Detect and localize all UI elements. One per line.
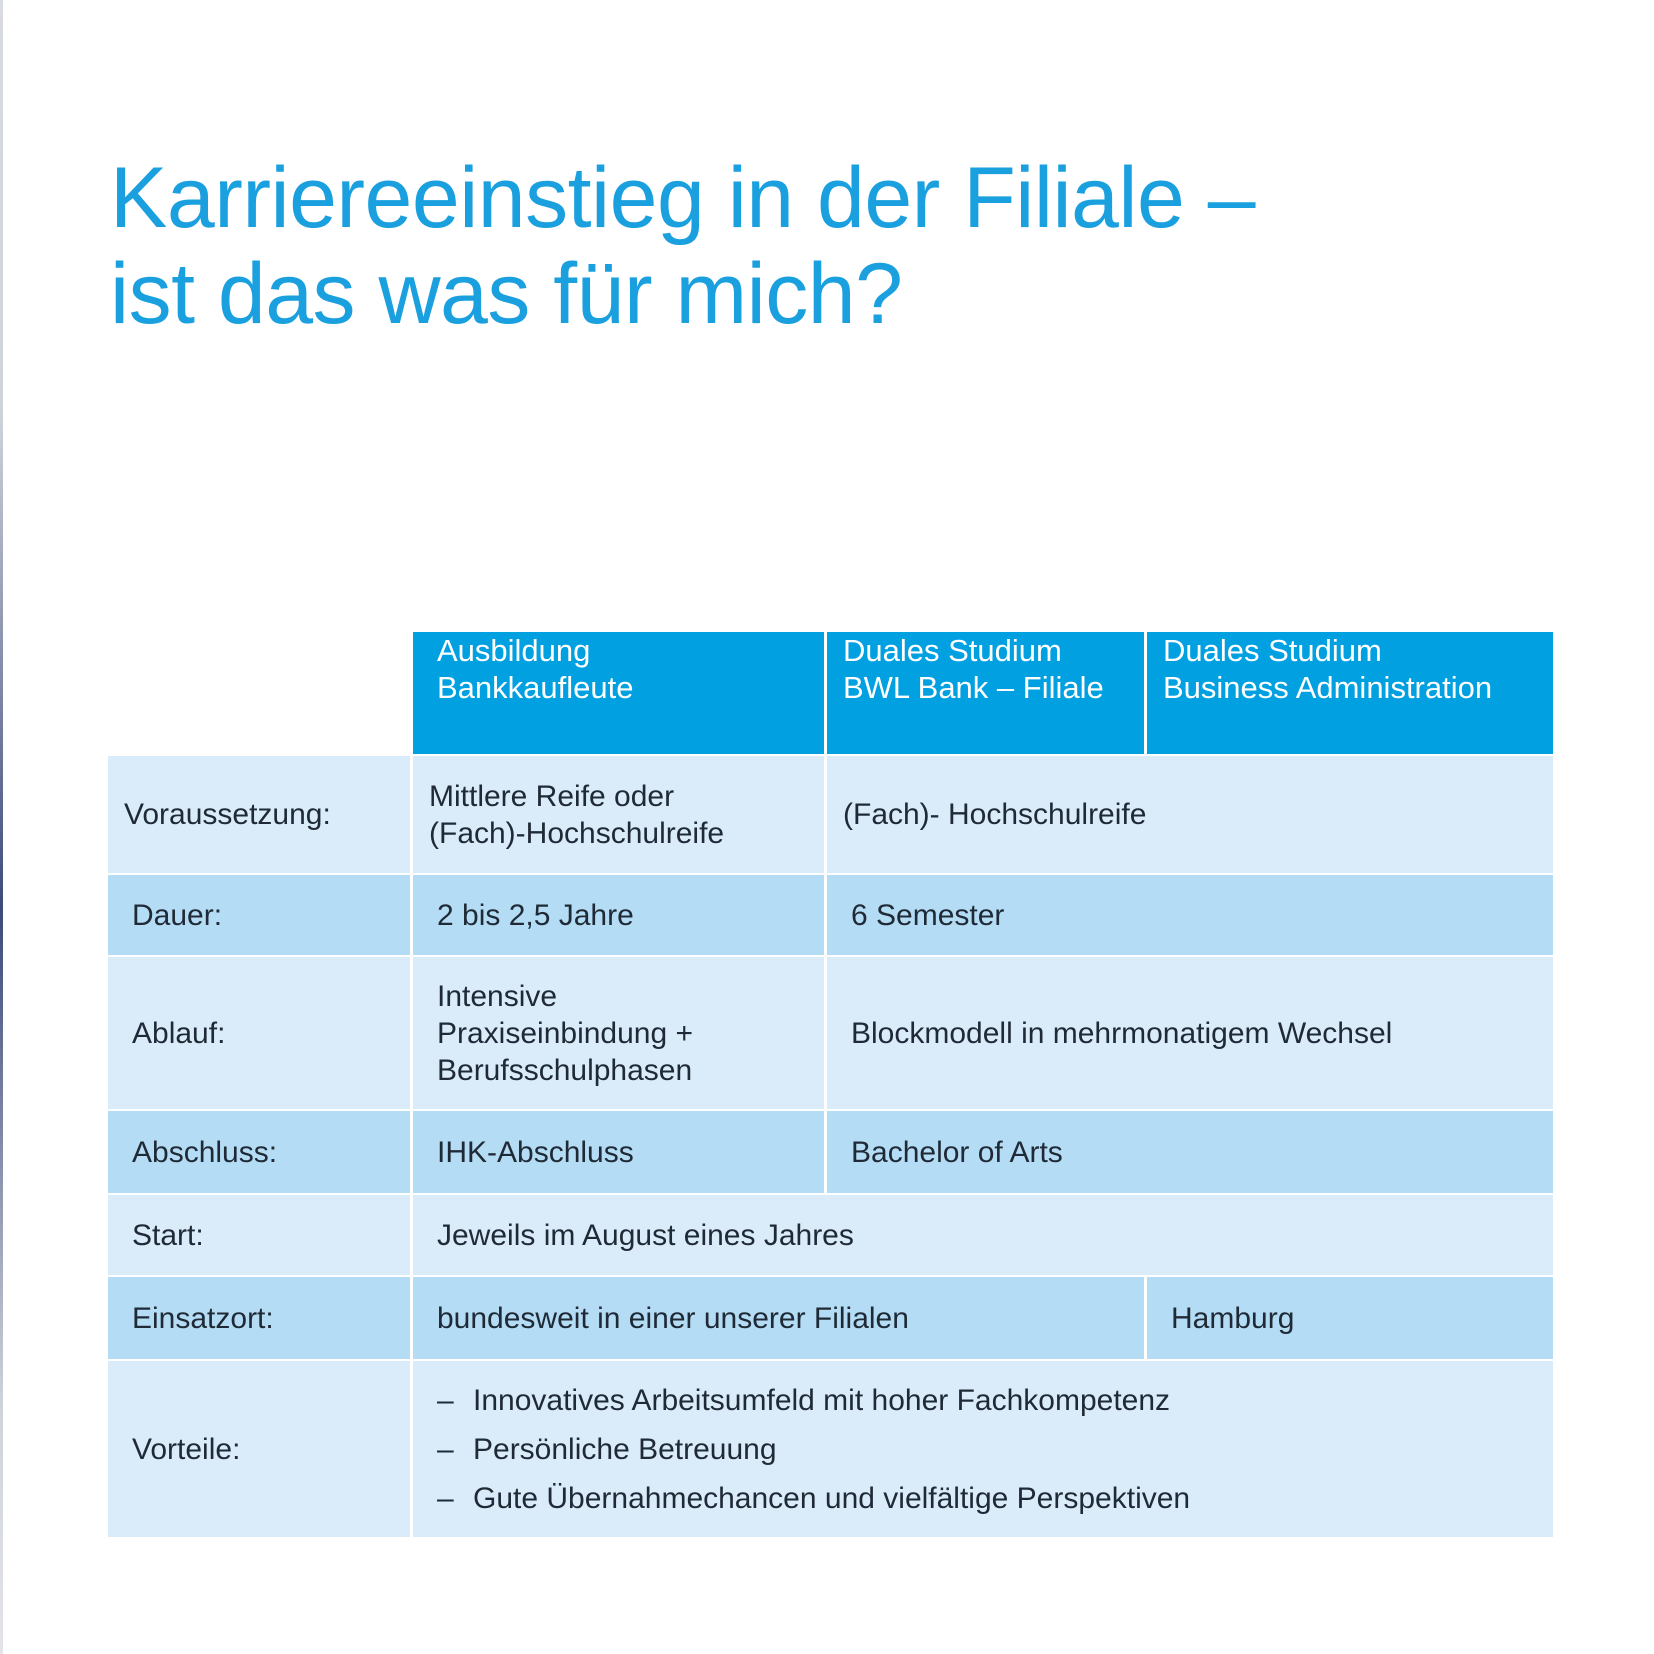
benefit-item [437,1474,1190,1523]
cell-text: (Fach)- Hochschulreife [843,798,1147,831]
cell-einsatzort-hamburg [1147,1277,1553,1359]
row-label-text: Einsatzort: [132,1301,274,1335]
header-ba-line-1: Duales Studium [1163,633,1382,668]
cell-abschluss-ausbildung [413,1111,824,1193]
cell-dauer-studium [827,875,1553,955]
row-label-text: Abschluss: [132,1135,278,1169]
cell-text: Blockmodell in mehrmonatigem Wechsel [851,1016,1393,1050]
row-label-abschluss [108,1111,410,1193]
page-title [110,150,1255,342]
benefit-item [437,1376,1190,1425]
row-label-vorteile [108,1361,410,1537]
cell-voraussetzung-studium [827,756,1553,873]
header-bwl-line-1: Duales Studium [843,633,1062,668]
cell-start-all [413,1195,1553,1275]
benefit-item [437,1425,1190,1474]
cell-text: bundesweit in einer unserer Filialen [437,1301,909,1335]
cell-text: Hamburg [1171,1301,1295,1335]
header-ausbildung-line-2: Bankkaufleute [437,670,634,705]
benefit-text: Persönliche Betreuung [473,1432,777,1466]
row-label-einsatzort [108,1277,410,1359]
dash-bullet: – [437,1481,454,1515]
row-label-text: Dauer: [132,898,223,932]
page-edge-shadow [0,0,3,1654]
cell-text: IHK-Abschluss [437,1135,634,1169]
cell-text: Bachelor of Arts [851,1135,1063,1169]
row-label-start [108,1195,410,1275]
cell-einsatzort-bundesweit [413,1277,1144,1359]
benefit-text: Gute Übernahmechancen und vielfältige Perspektiven [473,1481,1191,1515]
header-bwl-line-2: BWL Bank – Filiale [843,670,1104,705]
career-comparison-table [108,632,1553,1537]
header-duales-studium-bwl [827,632,1144,754]
benefits-list [437,1376,1190,1523]
cell-text-line-1: Intensive [437,979,558,1013]
row-label-text: Start: [132,1218,204,1252]
cell-text: 2 bis 2,5 Jahre [437,898,634,932]
cell-dauer-ausbildung [413,875,824,955]
page-title-line-2: ist das was für mich? [110,246,903,342]
row-label-text: Vorteile: [132,1432,241,1466]
cell-text-line-1: Mittlere Reife oder [429,779,675,813]
row-label-text: Ablauf: [132,1016,226,1050]
row-label-ablauf [108,957,410,1109]
cell-abschluss-studium [827,1111,1553,1193]
cell-text: Jeweils im August eines Jahres [437,1218,854,1252]
row-label-voraussetzung [108,756,410,873]
cell-text-line-2: Praxiseinbindung + [437,1016,694,1050]
cell-text-line-3: Berufsschulphasen [437,1053,693,1087]
row-label-text: Voraussetzung: [124,798,331,831]
header-duales-studium-ba [1147,632,1553,754]
cell-ablauf-ausbildung [413,957,824,1109]
header-ausbildung [413,632,824,754]
cell-vorteile-all [413,1361,1553,1537]
benefit-text: Innovatives Arbeitsumfeld mit hoher Fachkompetenz [473,1383,1171,1417]
header-ba-line-2: Business Administration [1163,670,1493,705]
cell-ablauf-studium [827,957,1553,1109]
header-ausbildung-line-1: Ausbildung [437,633,591,668]
cell-text-line-2: (Fach)-Hochschulreife [429,816,725,850]
page-title-line-1: Karriereeinstieg in der Filiale – [110,150,1256,246]
dash-bullet: – [437,1432,454,1466]
cell-voraussetzung-ausbildung [413,756,824,873]
dash-bullet: – [437,1383,454,1417]
row-label-dauer [108,875,410,955]
cell-text: 6 Semester [851,898,1005,932]
